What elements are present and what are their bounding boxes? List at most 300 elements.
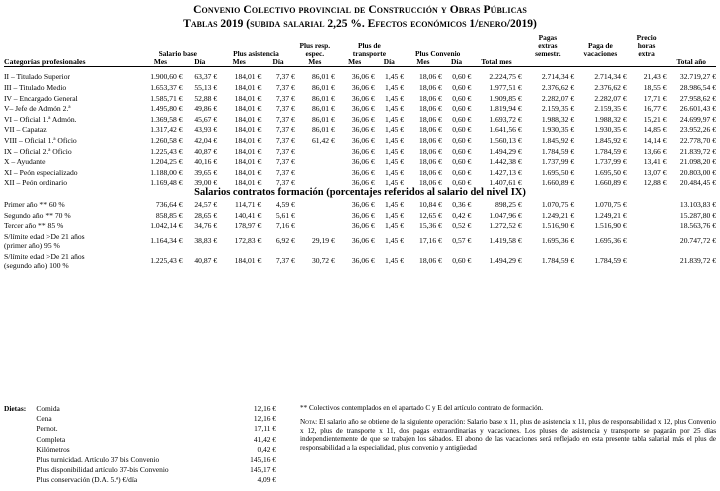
cell: 36,06 € <box>351 114 375 124</box>
cell: 12,88 € <box>643 178 667 188</box>
section-title-formacion: Salarios contratos formación (porcentajes referidos al salario del nivel IX) <box>194 187 526 199</box>
column-header-sb-mes: Mes <box>138 57 182 67</box>
cell: 1,45 € <box>385 146 405 156</box>
dietas-row <box>4 455 294 465</box>
cell: 86,01 € <box>311 125 335 135</box>
group-header-paga-vacaciones: Paga de vacaciones <box>583 40 618 58</box>
column-header-pa-mes: Mes <box>217 57 261 67</box>
cell: 1.042,14 € <box>150 221 183 231</box>
cell: 1.693,72 € <box>489 114 522 124</box>
cell: 184,01 € <box>234 167 262 177</box>
dietas-row <box>4 424 294 434</box>
cell: 2.282,07 € <box>594 93 627 103</box>
cell: 184,01 € <box>234 72 262 82</box>
cell: 18,55 € <box>643 82 667 92</box>
cell: 1,45 € <box>385 167 405 177</box>
cell: 18,06 € <box>419 104 442 114</box>
cell: 1.164,34 € <box>150 235 183 245</box>
cell: 36,06 € <box>351 104 375 114</box>
cell: 86,01 € <box>311 93 335 103</box>
table-row <box>4 209 716 220</box>
cell: 1.909,85 € <box>489 93 522 103</box>
cell: 17,16 € <box>419 235 442 245</box>
cell: 36,06 € <box>351 146 375 156</box>
cell: 1.260,58 € <box>150 135 183 145</box>
document-title-line2: Tablas 2019 (subida salarial 2,25 %. Efectos económicos 1/enero/2019) <box>183 18 537 30</box>
cell: 898,25 € <box>495 199 522 209</box>
table-row <box>4 145 716 156</box>
cell: 14,85 € <box>643 125 667 135</box>
cell: 1,45 € <box>385 178 405 188</box>
cell: 18,06 € <box>419 157 442 167</box>
cell: 0,60 € <box>452 135 472 145</box>
cell: 36,06 € <box>351 255 375 265</box>
cell: 0,60 € <box>452 178 472 188</box>
cell: 114,71 € <box>234 199 262 209</box>
cell: 20.484,45 € <box>679 178 716 188</box>
cell: 7,37 € <box>275 104 295 114</box>
cell: 36,06 € <box>351 199 375 209</box>
cell: 6,92 € <box>275 235 295 245</box>
cell: 1.988,32 € <box>541 114 575 124</box>
cell: 63,37 € <box>194 72 218 82</box>
cell: 172,83 € <box>234 235 262 245</box>
cell: 1.494,29 € <box>489 146 522 156</box>
row-category: VIII – Oficial 1.ª Oficio <box>4 135 77 145</box>
cell <box>295 209 335 220</box>
cell: 184,01 € <box>234 125 262 135</box>
cell: 7,37 € <box>275 72 295 82</box>
column-header-pagas-extras <box>522 57 575 67</box>
cell: 2.224,75 € <box>489 72 522 82</box>
cell: 29,19 € <box>311 235 335 245</box>
cell: 184,01 € <box>234 255 262 265</box>
cell: 1.784,59 € <box>541 255 575 265</box>
column-header-paga-vacaciones <box>574 57 627 67</box>
cell: 1.419,58 € <box>489 235 522 245</box>
cell <box>627 209 667 220</box>
cell: 5,61 € <box>275 210 295 220</box>
cell <box>295 220 335 231</box>
column-header-pt-mes: Mes <box>335 57 375 67</box>
cell: 7,37 € <box>275 135 295 145</box>
cell: 36,06 € <box>351 72 375 82</box>
cell: 21.839,72 € <box>679 146 716 156</box>
cell: 1.660,89 € <box>594 178 627 188</box>
cell: 7,37 € <box>275 157 295 167</box>
cell <box>627 198 667 209</box>
cell: 184,01 € <box>234 178 262 188</box>
row-category: III – Titulado Medio <box>4 82 67 92</box>
cell: 1.819,94 € <box>489 104 522 114</box>
row-category: IX – Oficial 2.ª Oficio <box>4 146 72 156</box>
cell: 736,64 € <box>155 199 183 209</box>
cell: 1,45 € <box>385 93 405 103</box>
cell: 0,60 € <box>452 255 472 265</box>
cell: 1.977,51 € <box>489 82 522 92</box>
cell: 36,06 € <box>351 157 375 167</box>
table-row <box>4 134 716 145</box>
cell: 43,93 € <box>194 125 218 135</box>
cell: 28,65 € <box>194 210 218 220</box>
dietas-value: 145,16 € <box>250 454 276 464</box>
cell: 1.516,90 € <box>541 221 575 231</box>
cell: 13,07 € <box>643 167 667 177</box>
cell: 0,36 € <box>452 199 472 209</box>
cell: 1.225,43 € <box>150 146 183 156</box>
cell: 27.958,62 € <box>679 93 716 103</box>
cell: 1.784,59 € <box>594 146 627 156</box>
cell: 0,60 € <box>452 82 472 92</box>
cell: 7,37 € <box>275 146 295 156</box>
cell: 13.103,83 € <box>679 199 716 209</box>
cell <box>295 145 335 156</box>
dietas-value: 12,16 € <box>253 414 276 424</box>
table-row <box>4 198 716 209</box>
cell: 0,57 € <box>452 235 472 245</box>
row-category: IV – Encargado General <box>4 93 78 103</box>
cell: 18,06 € <box>419 82 442 92</box>
column-header-pre-mes: Mes <box>295 57 335 67</box>
cell: 1.695,50 € <box>541 167 575 177</box>
row-category: VI – Oficial 1.ª Admón. <box>4 114 77 124</box>
dietas-row <box>4 465 294 475</box>
dietas-table <box>4 404 294 486</box>
cell: 2.714,34 € <box>541 72 575 82</box>
dietas-label: Plus turnicidad. Artículo 37 bis Convenio <box>36 454 160 464</box>
row-category: VII – Capataz <box>4 125 47 135</box>
cell: 1.585,71 € <box>150 93 183 103</box>
row-category: Primer año ** 60 % <box>4 199 65 209</box>
footer-section <box>4 404 716 486</box>
cell: 16,77 € <box>643 104 667 114</box>
cell: 24,57 € <box>194 199 218 209</box>
dietas-value: 17,11 € <box>254 424 276 434</box>
cell: 36,06 € <box>351 167 375 177</box>
cell: 61,42 € <box>311 135 335 145</box>
column-header-total-ano: Total año <box>667 57 716 67</box>
cell: 18,06 € <box>419 125 442 135</box>
cell: 18,06 € <box>419 255 442 265</box>
cell: 2.282,07 € <box>541 93 575 103</box>
cell: 7,37 € <box>275 167 295 177</box>
table-row <box>4 166 716 177</box>
cell: 17,71 € <box>643 93 667 103</box>
cell: 30,72 € <box>311 255 335 265</box>
cell: 86,01 € <box>311 72 335 82</box>
cell: 1,45 € <box>385 82 405 92</box>
cell: 13,41 € <box>643 157 667 167</box>
cell: 26.601,43 € <box>679 104 716 114</box>
cell: 13,66 € <box>643 146 667 156</box>
cell: 184,01 € <box>234 114 262 124</box>
cell <box>295 177 335 188</box>
cell: 1.494,29 € <box>489 255 522 265</box>
cell: 1.560,13 € <box>489 135 522 145</box>
group-header-pagas-extras: Pagas extras semestr. <box>535 33 561 58</box>
cell <box>627 230 667 250</box>
group-header-plus-asistencia: Plus asistencia <box>233 48 279 58</box>
cell: 1.930,35 € <box>541 125 575 135</box>
dietas-row <box>4 445 294 455</box>
cell: 55,13 € <box>194 82 218 92</box>
cell: 1,45 € <box>385 221 405 231</box>
dietas-label: Comida <box>36 404 60 413</box>
cell: 15.287,80 € <box>679 210 716 220</box>
group-header-total-mes-spacer <box>471 34 521 57</box>
row-category: Tercer año ** 85 % <box>4 221 64 231</box>
cell: 184,01 € <box>234 146 262 156</box>
cell: 1,45 € <box>385 255 405 265</box>
cell: 20.747,72 € <box>679 235 716 245</box>
cell: 2.376,62 € <box>541 82 575 92</box>
cell: 15,36 € <box>419 221 442 231</box>
cell: 7,37 € <box>275 178 295 188</box>
cell: 18,06 € <box>419 178 442 188</box>
cell: 1.660,89 € <box>541 178 575 188</box>
cell: 1,45 € <box>385 210 405 220</box>
cell: 24.699,97 € <box>679 114 716 124</box>
dietas-row <box>4 404 294 414</box>
dietas-label: Pernot. <box>36 424 58 434</box>
cell: 2.159,35 € <box>541 104 575 114</box>
cell: 49,86 € <box>194 104 218 114</box>
dietas-label: Cena <box>36 414 52 424</box>
table-row <box>4 230 716 241</box>
cell: 1.845,92 € <box>541 135 575 145</box>
cell: 18,06 € <box>419 146 442 156</box>
cell: 1,45 € <box>385 135 405 145</box>
table-row <box>4 71 716 82</box>
cell: 1.272,52 € <box>489 221 522 231</box>
cell: 858,85 € <box>155 210 183 220</box>
cell: 40,16 € <box>194 157 218 167</box>
cell: 0,52 € <box>452 221 472 231</box>
cell: 1.930,35 € <box>594 125 627 135</box>
dietas-label: Plus disponibilidad artículo 37-bis Convenio <box>36 465 169 475</box>
dietas-value: 0,42 € <box>257 444 276 454</box>
cell: 45,67 € <box>194 114 218 124</box>
cell: 1.695,36 € <box>594 235 627 245</box>
cell: 0,42 € <box>452 210 472 220</box>
cell <box>627 250 667 270</box>
cell: 1.188,00 € <box>150 167 183 177</box>
table-column-header-row <box>4 57 716 67</box>
cell: 184,01 € <box>234 157 262 167</box>
cell: 18,06 € <box>419 135 442 145</box>
dietas-row <box>4 475 294 485</box>
cell: 20.803,00 € <box>679 167 716 177</box>
cell: 36,06 € <box>351 178 375 188</box>
column-header-precio-horas <box>627 57 667 67</box>
cell <box>295 166 335 177</box>
cell: 1.047,96 € <box>489 210 522 220</box>
cell: 21.839,72 € <box>679 255 716 265</box>
cell: 1.988,32 € <box>594 114 627 124</box>
cell: 36,06 € <box>351 82 375 92</box>
column-header-pc-mes: Mes <box>404 57 442 67</box>
cell: 1,45 € <box>385 72 405 82</box>
cell: 1.695,36 € <box>541 235 575 245</box>
cell: 86,01 € <box>311 82 335 92</box>
dietas-value: 145,17 € <box>250 465 276 475</box>
table-row <box>4 156 716 167</box>
cell: 0,60 € <box>452 125 472 135</box>
cell: 1.695,50 € <box>594 167 627 177</box>
cell: 28.986,54 € <box>679 82 716 92</box>
cell: 15,21 € <box>643 114 667 124</box>
cell: 36,06 € <box>351 235 375 245</box>
group-header-plus-transporte: Plus de transporte <box>352 40 387 58</box>
cell: 18.563,76 € <box>679 221 716 231</box>
cell: 7,37 € <box>275 82 295 92</box>
cell: 42,04 € <box>194 135 218 145</box>
cell: 7,16 € <box>275 221 295 231</box>
cell: 40,87 € <box>194 255 218 265</box>
cell: 1.407,61 € <box>489 178 522 188</box>
row-category: Segundo año ** 70 % <box>4 210 71 220</box>
cell: 0,60 € <box>452 114 472 124</box>
cell: 21,43 € <box>643 72 667 82</box>
note-nota <box>300 418 716 453</box>
cell: 36,06 € <box>351 93 375 103</box>
table-row <box>4 81 716 92</box>
cell: 1.516,90 € <box>594 221 627 231</box>
cell: 184,01 € <box>234 93 262 103</box>
cell: 36,06 € <box>351 210 375 220</box>
row-category: XI – Peón especializado <box>4 167 78 177</box>
dietas-label: Completa <box>36 434 66 444</box>
cell: 1.784,59 € <box>541 146 575 156</box>
cell: 52,88 € <box>194 93 218 103</box>
dietas-value: 12,16 € <box>253 404 276 413</box>
table-group-header-row <box>4 34 716 57</box>
dietas-value: 41,42 € <box>253 434 276 444</box>
cell: 38,83 € <box>194 235 218 245</box>
cell: 32.719,27 € <box>679 72 716 82</box>
note-asterisk: ** Colectivos contemplados en el apartado C y E del artículo contrato de formación. <box>300 404 544 412</box>
table-row <box>4 250 716 261</box>
group-header-total-ano-spacer <box>667 34 716 57</box>
table-row <box>4 177 716 188</box>
cell: 2.714,34 € <box>594 72 627 82</box>
cell: 0,60 € <box>452 157 472 167</box>
note-nota-text: El salario año se obtiene de la siguiente operación: Salario base x 11, plus de asistencia x 11, plus de responsabilidad x 12, plus Convenio x 12, plus de transporte x 11, dos pagas extraordinarias y vacaciones. Los pluses de asistencia y transporte se pagarán por 25 días independientemente de que se trabajen los sábados. El abono de las vacaciones será reflejado en esta presente tabla salarial más el plus de responsabilidad a la especialidad, plus convenio y antigüedad <box>300 417 716 453</box>
cell: 2.159,35 € <box>594 104 627 114</box>
column-header-pt-dia: Día <box>375 57 404 67</box>
column-header-pa-dia: Día <box>261 57 295 67</box>
cell: 40,87 € <box>194 146 218 156</box>
cell: 23.952,26 € <box>679 125 716 135</box>
cell: 1.369,58 € <box>150 114 183 124</box>
cell: 7,37 € <box>275 93 295 103</box>
notes-block <box>300 404 716 486</box>
cell: 1,45 € <box>385 235 405 245</box>
row-category: S/límite edad >De 21 años <box>4 232 85 242</box>
salary-table <box>4 34 716 270</box>
note-nota-label: Nota: <box>300 417 318 426</box>
group-header-precio-horas-extra: Precio horas extra <box>636 33 657 58</box>
cell <box>295 198 335 209</box>
group-header-plus-convenio: Plus Convenio <box>414 48 461 58</box>
cell: 86,01 € <box>311 114 335 124</box>
column-header-pc-dia: Día <box>442 57 471 67</box>
cell: 140,41 € <box>234 210 262 220</box>
cell: 1.737,99 € <box>541 157 575 167</box>
cell <box>295 156 335 167</box>
table-row <box>4 124 716 135</box>
cell: 0,60 € <box>452 146 472 156</box>
cell: 1.427,13 € <box>489 167 522 177</box>
cell: 1,45 € <box>385 157 405 167</box>
cell: 1.225,43 € <box>150 255 183 265</box>
cell: 0,60 € <box>452 104 472 114</box>
cell: 184,01 € <box>234 82 262 92</box>
cell: 1.737,99 € <box>594 157 627 167</box>
column-header-total-mes: Total mes <box>471 57 521 67</box>
cell: 1,45 € <box>385 104 405 114</box>
dietas-label: Plus conservación (D.A. 5.ª) €/día <box>36 475 138 485</box>
cell: 7,37 € <box>275 125 295 135</box>
cell <box>627 220 667 231</box>
cell: 1.070,75 € <box>541 199 575 209</box>
column-header-categorias: Categorías profesionales <box>4 57 138 67</box>
cell: 18,06 € <box>419 72 442 82</box>
cell: 178,97 € <box>234 221 262 231</box>
cell: 1.317,42 € <box>150 125 183 135</box>
cell: 1,45 € <box>385 125 405 135</box>
cell: 1.653,37 € <box>150 82 183 92</box>
section-title-row <box>4 187 716 198</box>
cell: 7,37 € <box>275 255 295 265</box>
cell: 2.376,62 € <box>594 82 627 92</box>
cell: 22.778,70 € <box>679 135 716 145</box>
cell: 1.204,25 € <box>150 157 183 167</box>
cell: 21.098,20 € <box>679 157 716 167</box>
cell: 1.495,80 € <box>150 104 183 114</box>
cell: 36,06 € <box>351 221 375 231</box>
group-header-salario-base: Salario base <box>158 48 197 58</box>
table-row <box>4 92 716 103</box>
column-header-sb-dia: Día <box>183 57 218 67</box>
cell: 0,60 € <box>452 72 472 82</box>
cell: 7,37 € <box>275 114 295 124</box>
cell: 1.070,75 € <box>594 199 627 209</box>
row-category: X – Ayudante <box>4 157 46 167</box>
cell: 1.249,21 € <box>541 210 575 220</box>
cell: 34,76 € <box>194 221 218 231</box>
cell: 39,00 € <box>194 178 218 188</box>
cell: 1.641,56 € <box>489 125 522 135</box>
cell: 1.169,48 € <box>150 178 183 188</box>
cell: 86,01 € <box>311 104 335 114</box>
cell: 184,01 € <box>234 104 262 114</box>
cell: 10,84 € <box>419 199 442 209</box>
cell: 1.249,21 € <box>594 210 627 220</box>
cell: 4,59 € <box>275 199 295 209</box>
dietas-value: 4,09 € <box>257 475 276 485</box>
cell: 1.845,92 € <box>594 135 627 145</box>
row-category-line2: (primer año) 95 % <box>4 241 60 251</box>
dietas-header: Dietas: <box>4 404 27 413</box>
cell: 12,65 € <box>419 210 442 220</box>
dietas-row <box>4 414 294 424</box>
cell: 1.442,38 € <box>489 157 522 167</box>
dietas-row <box>4 435 294 445</box>
cell: 14,14 € <box>643 135 667 145</box>
document-page <box>0 4 720 491</box>
row-category: S/límite edad >De 21 años <box>4 252 85 262</box>
